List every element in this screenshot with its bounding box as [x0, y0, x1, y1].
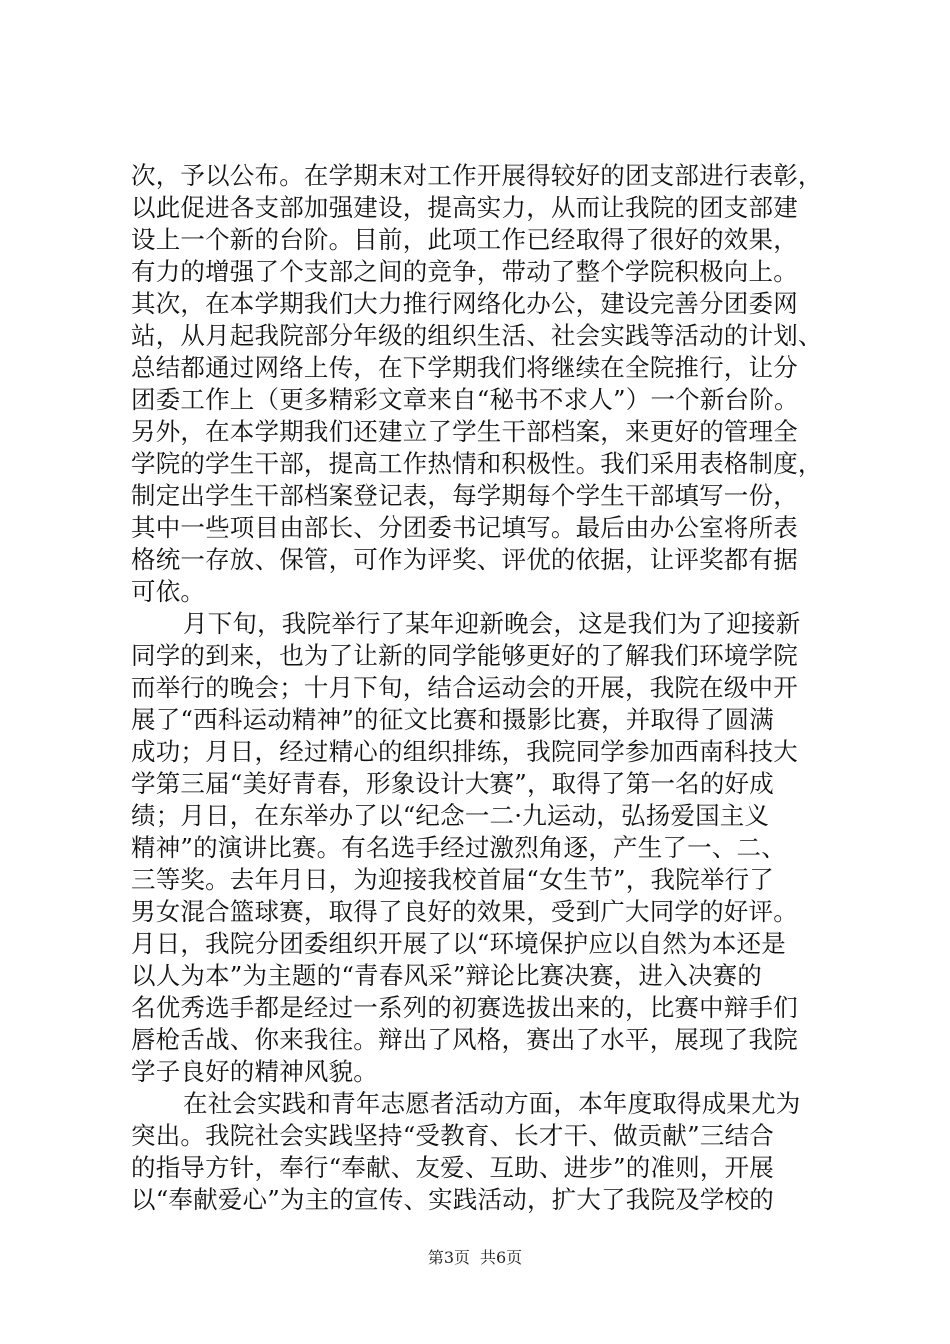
text-line: 站，从月起我院部分年级的组织生活、社会实践等活动的计划、: [131, 321, 823, 350]
text-line: 绩；月日，在东举办了以“纪念一二·九运动，弘扬爱国主义: [131, 801, 770, 830]
text-line: 以“奉献爱心”为主的宣传、实践活动，扩大了我院及学校的: [131, 1185, 774, 1214]
text-line: 男女混合篮球赛，取得了良好的效果，受到广大同学的好评。: [131, 897, 798, 926]
text-line: 月日，我院分团委组织开展了以“环境保护应以自然为本还是: [131, 929, 786, 958]
text-line: 制定出学生干部档案登记表，每学期每个学生干部填写一份，: [131, 481, 798, 510]
text-line: 有力的增强了个支部之间的竞争，带动了整个学院积极向上。: [131, 257, 798, 286]
text-line: 成功；月日，经过精心的组织排练，我院同学参加西南科技大: [131, 737, 798, 766]
text-line: 以此促进各支部加强建设，提高实力，从而让我院的团支部建: [131, 193, 798, 222]
text-line: 名优秀选手都是经过一系列的初赛选拔出来的，比赛中辩手们: [131, 993, 798, 1022]
text-line: 团委工作上（更多精彩文章来自“秘书不求人”）一个新台阶。: [131, 385, 799, 414]
text-line: 突出。我院社会实践坚持“受教育、长才干、做贡献”三结合: [131, 1121, 774, 1150]
text-line: 另外，在本学期我们还建立了学生干部档案，来更好的管理全: [131, 417, 798, 446]
text-line: 而举行的晚会；十月下旬，结合运动会的开展，我院在级中开: [131, 673, 798, 702]
text-line: 总结都通过网络上传，在下学期我们将继续在全院推行，让分: [131, 353, 798, 382]
text-line: 精神”的演讲比赛。有名选手经过激烈角逐，产生了一、二、: [131, 833, 786, 862]
paragraph-start-line: 在社会实践和青年志愿者活动方面，本年度取得成果尤为: [183, 1089, 801, 1118]
text-line: 以人为本”为主题的“青春风采”辩论比赛决赛，进入决赛的: [131, 961, 762, 990]
text-line: 设上一个新的台阶。目前，此项工作已经取得了很好的效果，: [131, 225, 798, 254]
text-line: 可依。: [131, 577, 206, 606]
page-footer: [0, 1245, 950, 1268]
paragraph-start-line: 月下旬，我院举行了某年迎新晚会，这是我们为了迎接新: [183, 609, 801, 638]
text-line: 其中一些项目由部长、分团委书记填写。最后由办公室将所表: [131, 513, 798, 542]
page-number: 第3页: [427, 1248, 470, 1267]
text-line: 学第三届“美好青春，形象设计大赛”，取得了第一名的好成: [131, 769, 774, 798]
text-line: 次，予以公布。在学期末对工作开展得较好的团支部进行表彰，: [131, 161, 823, 190]
text-line: 的指导方针，奉行“奉献、友爱、互助、进步”的准则，开展: [131, 1153, 774, 1182]
text-line: 其次，在本学期我们大力推行网络化办公，建设完善分团委网: [131, 289, 798, 318]
text-line: 同学的到来，也为了让新的同学能够更好的了解我们环境学院: [131, 641, 798, 670]
document-body: [131, 160, 841, 1216]
text-line: 唇枪舌战、你来我往。辩出了风格，赛出了水平，展现了我院: [131, 1025, 798, 1054]
text-line: 三等奖。去年月日，为迎接我校首届“女生节”，我院举行了: [131, 865, 774, 894]
text-line: 展了“西科运动精神”的征文比赛和摄影比赛，并取得了圆满: [131, 705, 774, 734]
text-line: 学院的学生干部，提高工作热情和积极性。我们采用表格制度，: [131, 449, 823, 478]
page-total: 共6页: [480, 1248, 523, 1267]
text-line: 格统一存放、保管，可作为评奖、评优的依据，让评奖都有据: [131, 545, 798, 574]
text-line: 学子良好的精神风貌。: [131, 1057, 378, 1086]
